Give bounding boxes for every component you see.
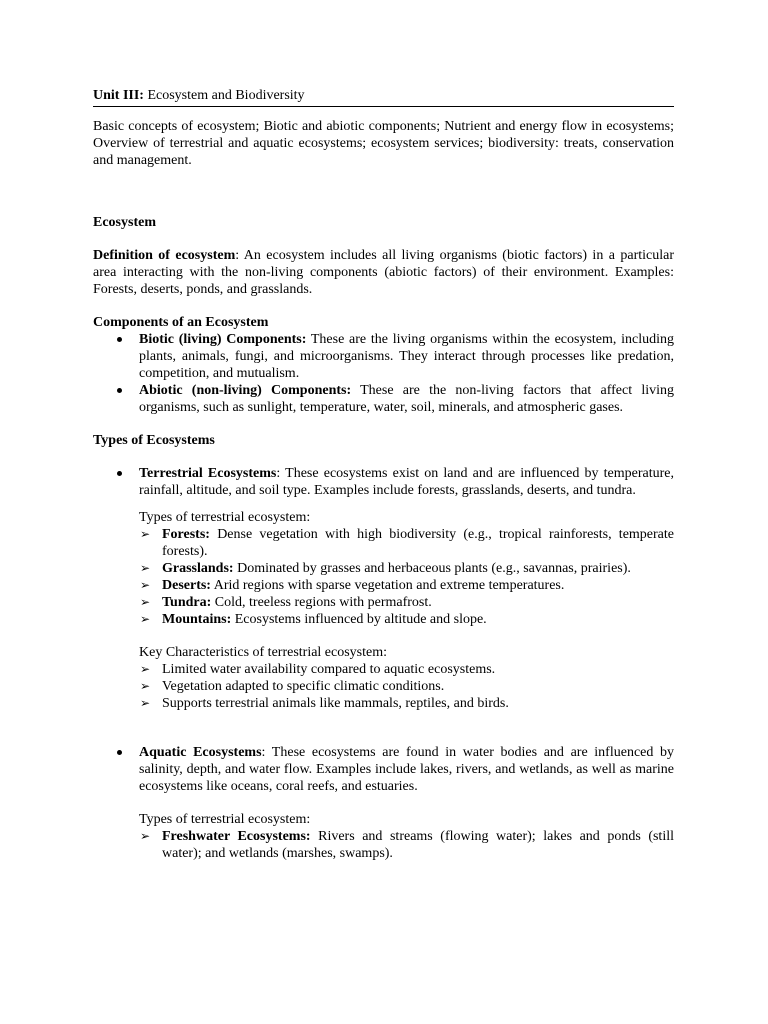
unit-label: Unit III: bbox=[93, 88, 144, 103]
terrestrial-characteristics-label: Key Characteristics of terrestrial ecosystem: bbox=[139, 645, 388, 660]
terrestrial-list bbox=[93, 465, 674, 499]
list-item bbox=[93, 331, 674, 382]
unit-title bbox=[93, 86, 674, 107]
list-item bbox=[140, 577, 674, 594]
aquatic-types-label: Types of terrestrial ecosystem: bbox=[139, 812, 311, 827]
item-text: These are the non-living factors that affect living organisms, such as sunlight, temperature, water, soil, minerals, and atmospheric gases. bbox=[139, 383, 674, 415]
terrestrial-types-label: Types of terrestrial ecosystem: bbox=[139, 510, 311, 525]
definition-paragraph bbox=[93, 247, 674, 298]
document-page bbox=[93, 86, 674, 862]
list-item bbox=[93, 382, 674, 416]
types-heading: Types of Ecosystems bbox=[93, 433, 215, 448]
item-text: Dense vegetation with high biodiversity (e.g., tropical rainforests, temperate forests). bbox=[162, 527, 674, 559]
aquatic-list bbox=[93, 744, 674, 795]
item-text: : These ecosystems exist on land and are influenced by temperature, rainfall, altitude, and soil type. Examples include forests, grasslands, deserts, and tundra. bbox=[139, 466, 674, 498]
unit-title-text: Ecosystem and Biodiversity bbox=[147, 88, 305, 103]
item-label: Aquatic Ecosystems bbox=[139, 745, 262, 760]
list-item bbox=[140, 526, 674, 560]
list-item: ➢ Supports terrestrial animals like mammals, reptiles, and birds. bbox=[140, 695, 674, 712]
item-text: Arid regions with sparse vegetation and extreme temperatures. bbox=[210, 578, 565, 593]
list-item bbox=[140, 611, 674, 628]
definition-label: Definition of ecosystem bbox=[93, 248, 236, 263]
list-item bbox=[93, 744, 674, 795]
terrestrial-types-list bbox=[93, 526, 674, 628]
item-text: Cold, treeless regions with permafrost. bbox=[211, 595, 432, 610]
item-text: Ecosystems influenced by altitude and slope. bbox=[231, 612, 487, 627]
list-item bbox=[93, 465, 674, 499]
ecosystem-heading: Ecosystem bbox=[93, 215, 156, 230]
item-text: : These ecosystems are found in water bodies and are influenced by salinity, depth, and water flow. Examples include lakes, rivers, and wetlands, as well as marine ecosystems like oceans, coral reefs, and estuaries. bbox=[139, 745, 675, 794]
intro-paragraph: Basic concepts of ecosystem; Biotic and abiotic components; Nutrient and energy flow in ecosystems; Overview of terrestrial and aquatic ecosystems; ecosystem services; biodiversity: treats, conservation and management. bbox=[93, 119, 674, 168]
item-label: Mountains: bbox=[162, 612, 232, 627]
aquatic-types-list bbox=[93, 828, 674, 862]
components-heading: Components of an Ecosystem bbox=[93, 315, 269, 330]
item-text: These are the living organisms within the ecosystem, including plants, animals, fungi, and microorganisms. They interact through processes like predation, competition, and mutualism. bbox=[139, 332, 675, 381]
item-label: Deserts: bbox=[162, 578, 211, 593]
item-text: Dominated by grasses and herbaceous plants (e.g., savannas, prairies). bbox=[233, 561, 631, 576]
components-list bbox=[93, 331, 674, 416]
definition-text: : An ecosystem includes all living organisms (biotic factors) in a particular area interacting with the non-living components (abiotic factors) of their environment. Examples: Forests, deserts, ponds, and grasslands. bbox=[93, 248, 674, 297]
item-label: Grasslands: bbox=[162, 561, 234, 576]
list-item bbox=[140, 594, 674, 611]
item-text: Rivers and streams (flowing water); lakes and ponds (still water); and wetlands (marshes, swamps). bbox=[162, 829, 674, 861]
list-item: ➢ Vegetation adapted to specific climatic conditions. bbox=[140, 678, 674, 695]
item-label: Tundra: bbox=[162, 595, 212, 610]
item-label: Terrestrial Ecosystems bbox=[139, 466, 277, 481]
list-item bbox=[140, 560, 674, 577]
item-label: Forests: bbox=[162, 527, 210, 542]
item-label: Abiotic (non-living) Components: bbox=[139, 383, 352, 398]
item-label: Biotic (living) Components: bbox=[139, 332, 307, 347]
item-label: Freshwater Ecosystems: bbox=[162, 829, 311, 844]
list-item bbox=[140, 828, 674, 862]
list-item: ➢ Limited water availability compared to aquatic ecosystems. bbox=[140, 661, 674, 678]
terrestrial-characteristics-list bbox=[93, 661, 674, 712]
